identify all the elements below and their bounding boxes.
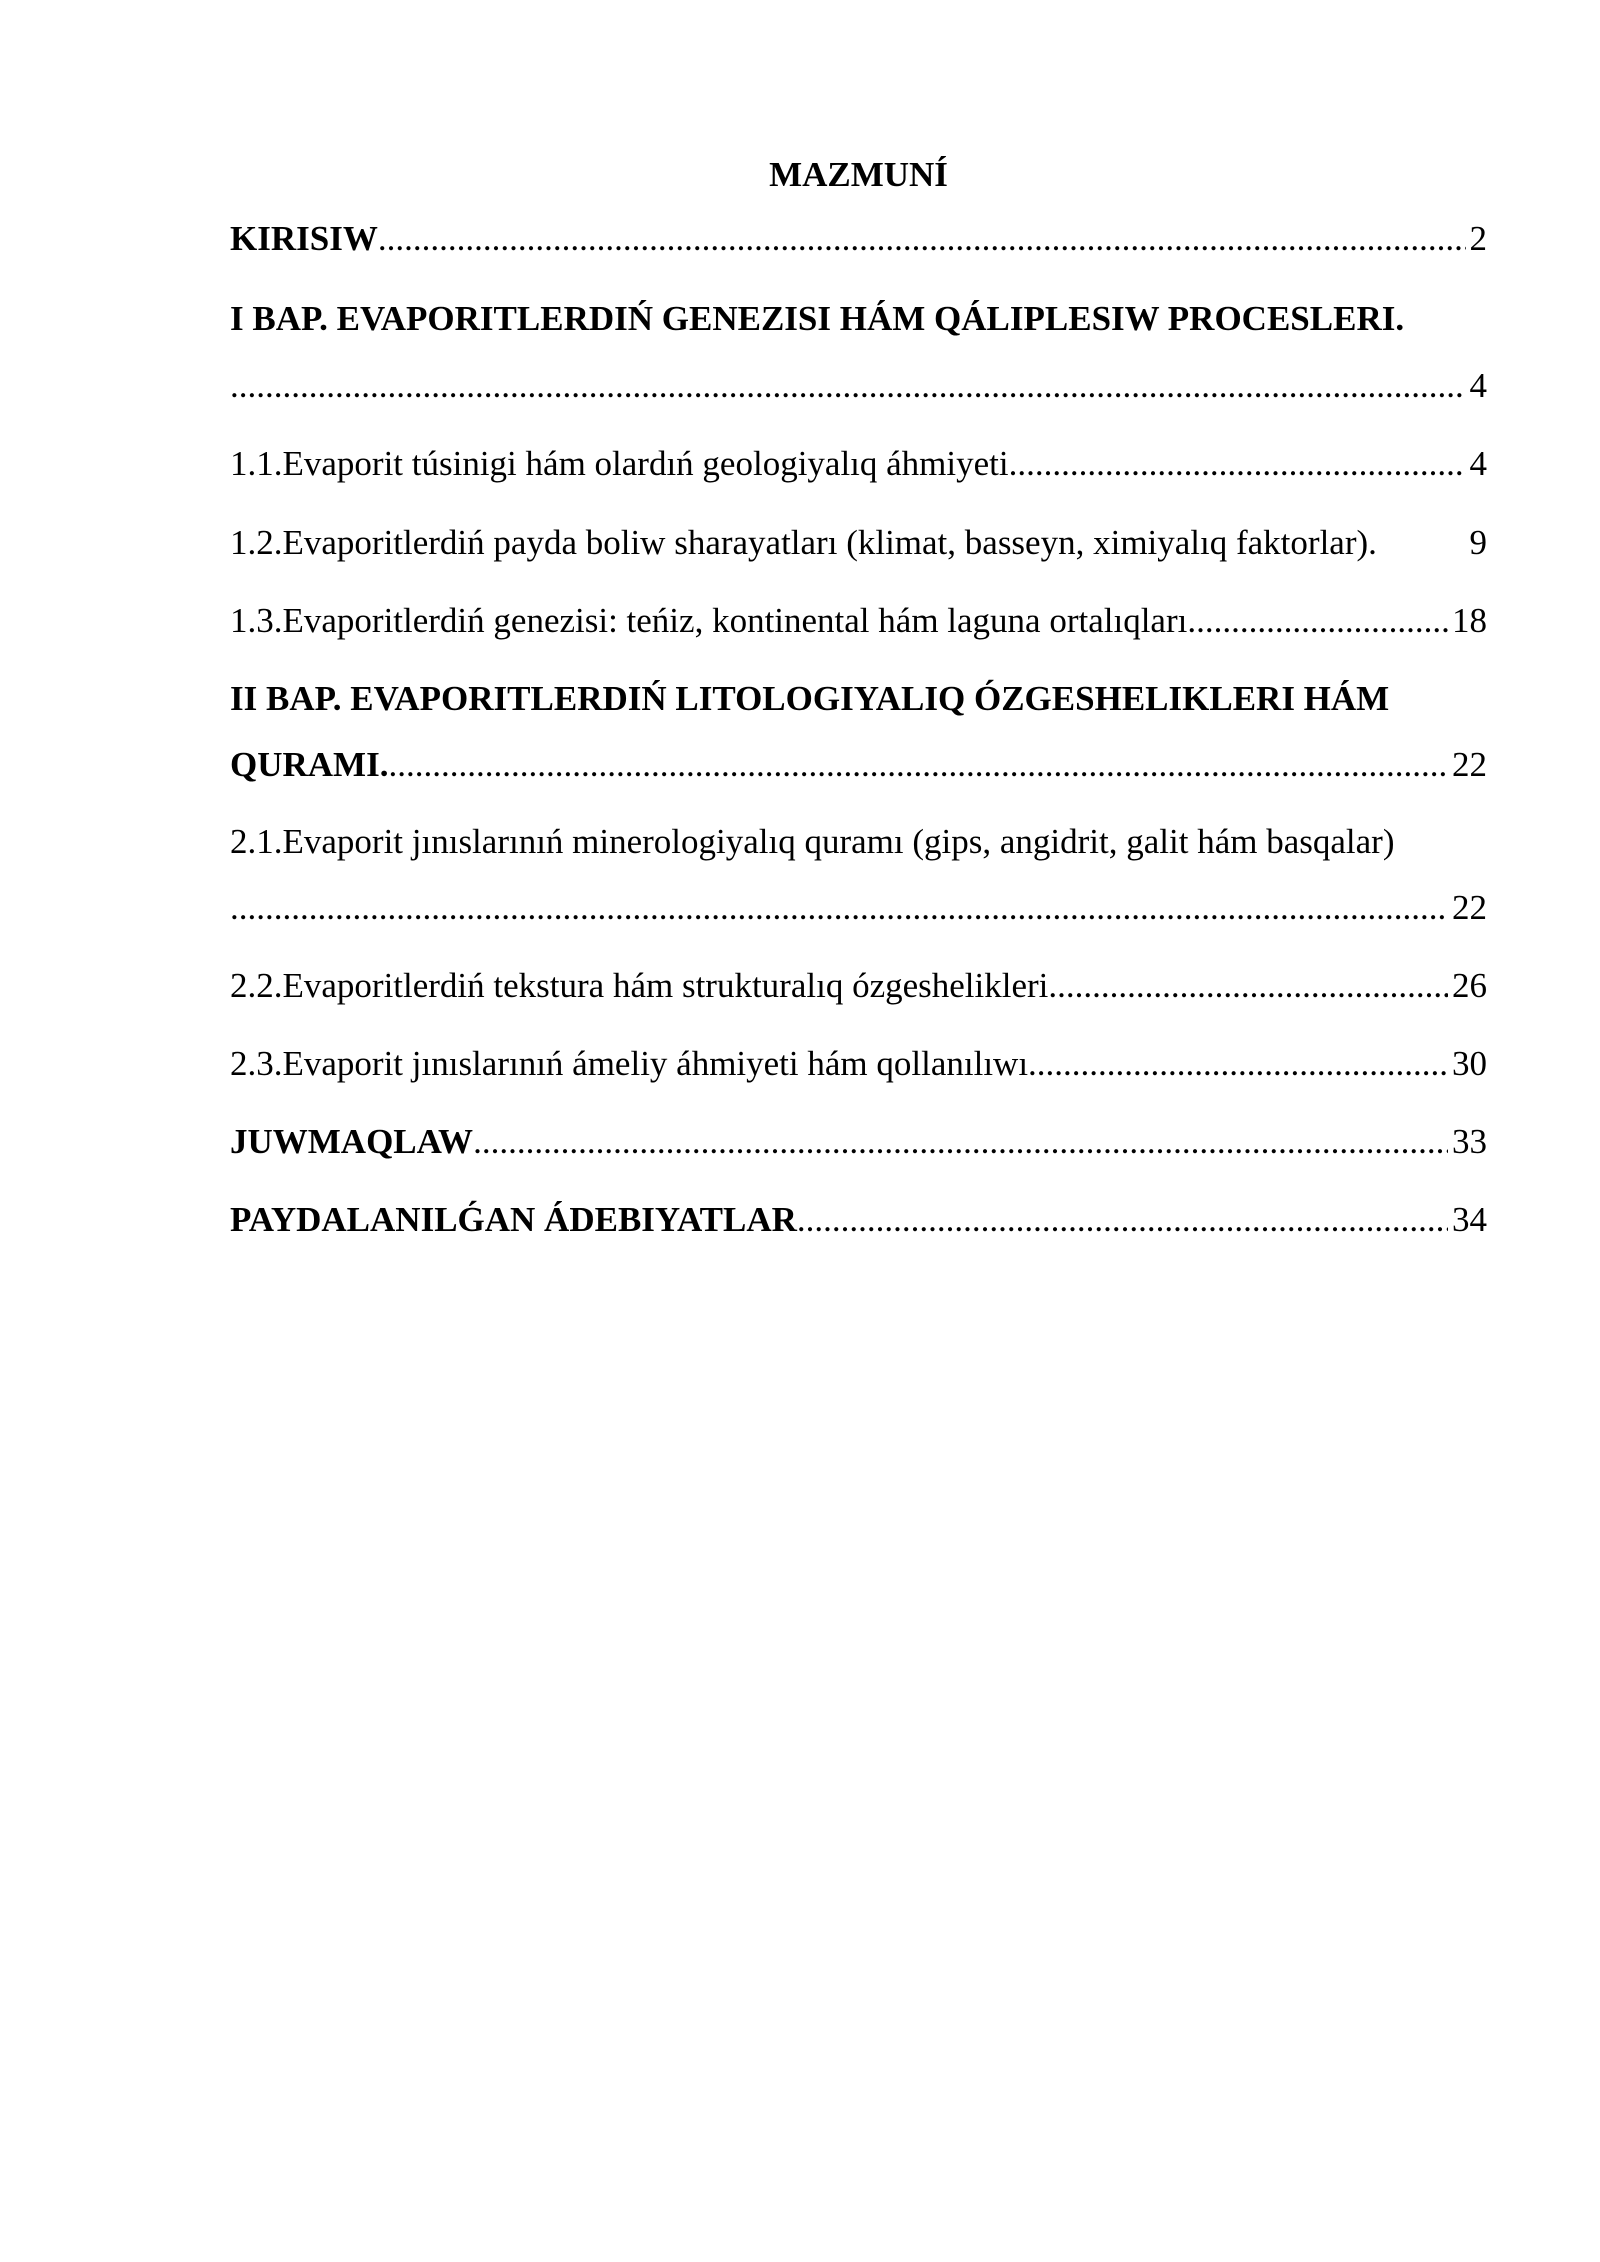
dot-leader: [797, 1198, 1448, 1242]
toc-entry-1-1[interactable]: [230, 442, 1487, 486]
dot-leader: [1048, 964, 1448, 1008]
toc-entry-label: PAYDALANILǴAN ÁDEBIYATLAR: [230, 1200, 797, 1239]
toc-entry-juwmaqlaw[interactable]: [230, 1120, 1487, 1164]
toc-entry-page: 33: [1452, 1122, 1487, 1161]
toc-entry-chapter-2[interactable]: [230, 677, 1487, 721]
dot-leader: [1187, 599, 1448, 643]
toc-entry-2-1[interactable]: [230, 820, 1487, 864]
dot-leader: [230, 364, 1466, 408]
dot-leader: [1028, 1042, 1448, 1086]
toc-entry-2-2[interactable]: [230, 964, 1487, 1008]
toc-entry-label: QURAMI.: [230, 745, 389, 784]
toc-entry-1-2[interactable]: [230, 521, 1487, 565]
toc-entry-label: 2.1.Evaporit jınıslarınıń minerologiyalıq quramı (gips, angidrit, galit hám basqalar): [230, 822, 1395, 861]
toc-entry-kirisiw[interactable]: [230, 217, 1487, 261]
dot-leader: [388, 743, 1448, 787]
toc-entry-page: 18: [1452, 601, 1487, 640]
toc-title: MAZMUNÍ: [769, 155, 948, 194]
toc-entry-label: JUWMAQLAW: [230, 1122, 474, 1161]
toc-entry-label: I BAP. EVAPORITLERDIŃ GENEZISI HÁM QÁLIPLESIW PROCESLERI.: [230, 299, 1405, 338]
dot-leader: [230, 886, 1448, 930]
toc-entry-page: 26: [1452, 966, 1487, 1005]
toc-entry-chapter-1[interactable]: [230, 297, 1487, 341]
toc-entry-2-1-leader[interactable]: [230, 886, 1487, 930]
dot-leader: [1009, 442, 1466, 486]
toc-entry-page: 4: [1469, 366, 1487, 405]
dot-leader: [378, 217, 1466, 261]
toc-entry-page: 34: [1452, 1200, 1487, 1239]
toc-entry-label: 1.2.Evaporitlerdiń payda boliw sharayatları (klimat, basseyn, ximiyalıq faktorlar).: [230, 523, 1377, 562]
toc-entry-page: 9: [1469, 523, 1487, 562]
toc-entry-chapter-2-cont[interactable]: [230, 743, 1487, 787]
toc-entry-label: KIRISIW: [230, 219, 378, 258]
toc-entry-1-3[interactable]: [230, 599, 1487, 643]
toc-entry-page: 4: [1469, 444, 1487, 483]
toc-entry-label: 2.3.Evaporit jınıslarınıń ámeliy áhmiyeti hám qollanılıwı: [230, 1044, 1029, 1083]
toc-entry-page: 2: [1469, 219, 1487, 258]
toc-entry-page: 30: [1452, 1044, 1487, 1083]
dot-leader: [473, 1120, 1448, 1164]
toc-entry-references[interactable]: [230, 1198, 1487, 1242]
toc-entry-2-3[interactable]: [230, 1042, 1487, 1086]
toc-entry-chapter-1-leader[interactable]: [230, 364, 1487, 408]
toc-entry-label: II BAP. EVAPORITLERDIŃ LITOLOGIYALIQ ÓZGESHELIKLERI HÁM: [230, 679, 1390, 718]
toc-entry-page: 22: [1452, 888, 1487, 927]
toc-entry-label: 2.2.Evaporitlerdiń tekstura hám strukturalıq ózgeshelikleri: [230, 966, 1049, 1005]
toc-entry-label: 1.1.Evaporit túsinigi hám olardıń geologiyalıq áhmiyeti: [230, 444, 1009, 483]
toc-entry-page: 22: [1452, 745, 1487, 784]
toc-entry-label: 1.3.Evaporitlerdiń genezisi: teńiz, kontinental hám laguna ortalıqları: [230, 601, 1188, 640]
